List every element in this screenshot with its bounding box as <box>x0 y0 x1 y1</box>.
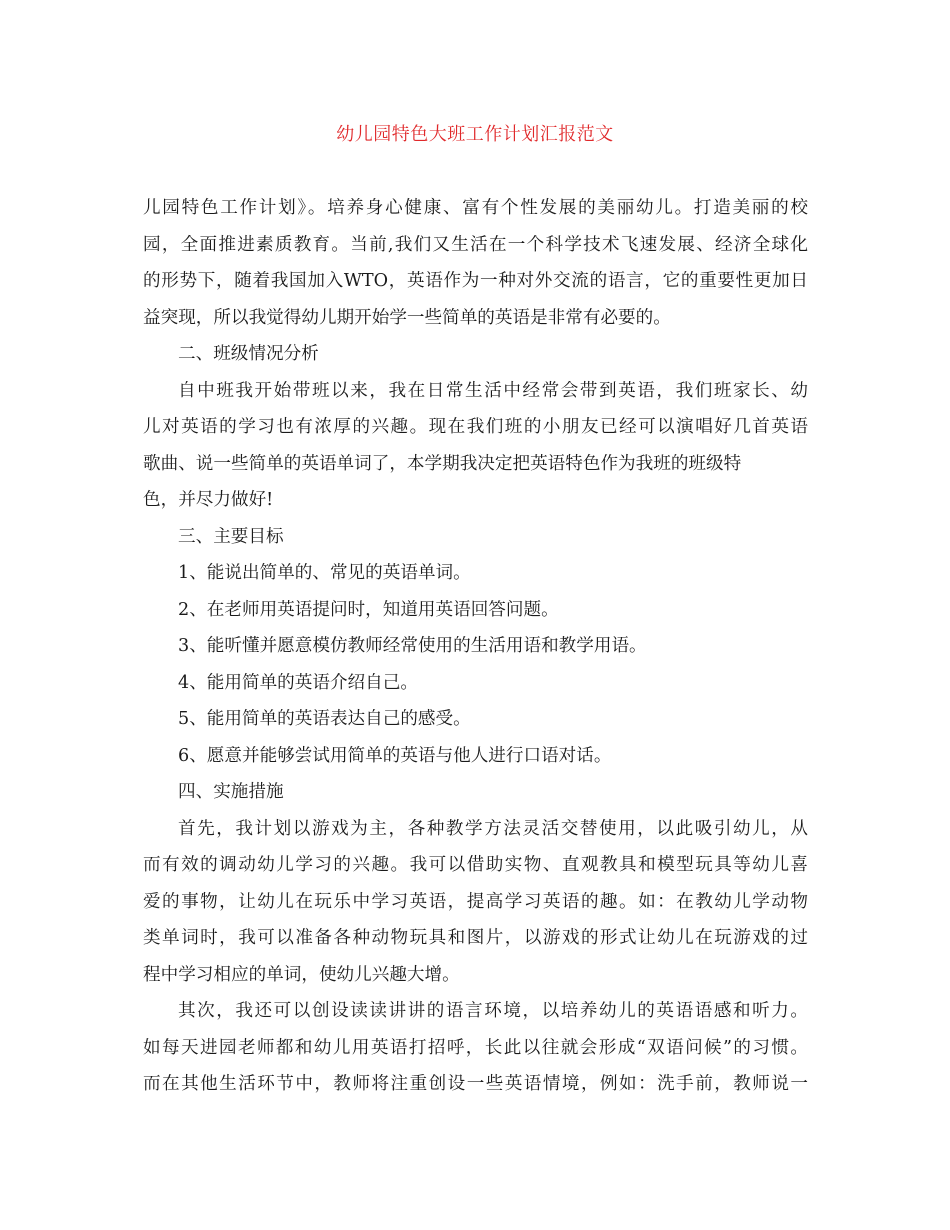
document-body <box>143 190 808 1103</box>
paragraph-line: 1、能说出简单的、常见的英语单词。 <box>178 563 471 583</box>
paragraph-line: 园，全面推进素质教育。当前,我们又生活在一个科学技术飞速发展、经济全球化 <box>143 234 808 255</box>
paragraph-line: 儿对英语的学习也有浓厚的兴趣。现在我们班的小朋友已经可以演唱好几首英语 <box>143 417 808 437</box>
paragraph-line: 6、愿意并能够尝试用简单的英语与他人进行口语对话。 <box>178 745 612 766</box>
paragraph-line: 色，并尽力做好! <box>143 490 274 510</box>
paragraph-line: 5、能用简单的英语表达自己的感受。 <box>178 709 471 729</box>
paragraph-line: 自中班我开始带班以来，我在日常生活中经常会带到英语，我们班家长、幼 <box>178 380 808 401</box>
paragraph-line: 2、在老师用英语提问时，知道用英语回答问题。 <box>178 599 559 620</box>
paragraph-line: 爱的事物，让幼儿在玩乐中学习英语，提高学习英语的趣。如：在教幼儿学动物 <box>143 891 808 912</box>
paragraph-line: 三、主要目标 <box>178 526 284 547</box>
paragraph-line: 如每天进园老师都和幼儿用英语打招呼，长此以往就会形成“双语问候”的习惯。 <box>143 1037 808 1058</box>
paragraph-line: 儿园特色工作计划》。培养身心健康、富有个性发展的美丽幼儿。打造美丽的校 <box>143 198 808 218</box>
paragraph-line: 益突现，所以我觉得幼儿期开始学一些简单的英语是非常有必要的。 <box>143 307 671 328</box>
paragraph-line: 4、能用简单的英语介绍自己。 <box>178 672 418 693</box>
paragraph-line: 的形势下，随着我国加入WTO，英语作为一种对外交流的语言，它的重要性更加日 <box>143 271 808 291</box>
paragraph-line: 歌曲、说一些简单的英语单词了，本学期我决定把英语特色作为我班的班级特 <box>143 453 742 474</box>
paragraph-line: 四、实施措施 <box>178 782 284 802</box>
paragraph-line: 其次，我还可以创设读读讲讲的语言环境，以培养幼儿的英语语感和听力。 <box>178 1001 808 1021</box>
paragraph-line: 而在其他生活环节中，教师将注重创设一些英语情境，例如：洗手前，教师说一 <box>143 1074 808 1094</box>
paragraph-line: 二、班级情况分析 <box>178 344 319 364</box>
document-title: 幼儿园特色大班工作计划汇报范文 <box>336 124 614 145</box>
paragraph-line: 3、能听懂并愿意模仿教师经常使用的生活用语和教学用语。 <box>178 636 647 656</box>
paragraph-line: 类单词时，我可以准备各种动物玩具和图片，以游戏的形式让幼儿在玩游戏的过 <box>143 928 808 948</box>
paragraph-line: 首先，我计划以游戏为主，各种教学方法灵活交替使用，以此吸引幼儿，从 <box>178 818 808 839</box>
paragraph-line: 而有效的调动幼儿学习的兴趣。我可以借助实物、直观教具和模型玩具等幼儿喜 <box>143 855 808 875</box>
paragraph-line: 程中学习相应的单词，使幼儿兴趣大增。 <box>143 964 460 985</box>
